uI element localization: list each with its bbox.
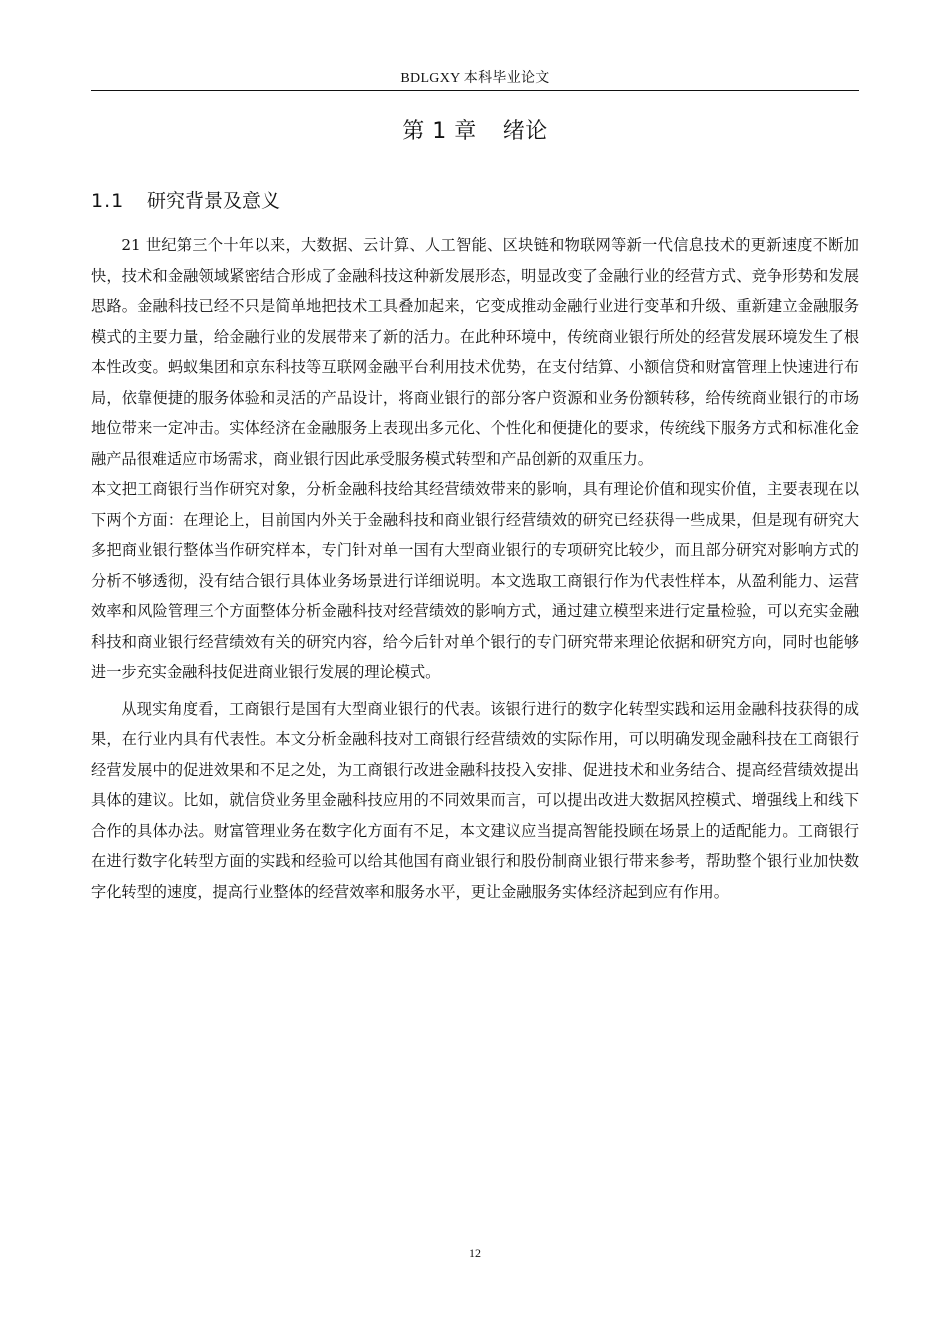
paragraph-theoretical-value: 本文把工商银行当作研究对象，分析金融科技给其经营绩效带来的影响，具有理论价值和现实价值，主要表现在以下两个方面：在理论上，目前国内外关于金融科技和商业银行经营绩效的研究已经获得一些成果，但是现有研究大多把商业银行整体当作研究样本，专门针对单一国有大型商业银行的专项研究比较少，而且部分研究对影响方式的分析不够透彻，没有结合银行具体业务场景进行详细说明。本文选取工商银行作为代表性样本，从盈利能力、运营效率和风险管理三个方面整体分析金融科技对经营绩效的影响方式，通过建立模型来进行定量检验，可以充实金融科技和商业银行经营绩效有关的研究内容，给今后针对单个银行的专门研究带来理论依据和研究方向，同时也能够进一步充实金融科技促进商业银行发展的理论模式。 <box>91 480 859 681</box>
body-text <box>91 230 859 907</box>
chapter-number: 第 1 章 <box>402 119 477 144</box>
paragraph-practical-value: 从现实角度看，工商银行是国有大型商业银行的代表。该银行进行的数字化转型实践和运用金融科技获得的成果，在行业内具有代表性。本文分析金融科技对工商银行经营绩效的实际作用，可以明确发现金融科技在工商银行经营发展中的促进效果和不足之处，为工商银行改进金融科技投入安排、促进技术和业务结合、提高经营绩效提出具体的建议。比如，就信贷业务里金融科技应用的不同效果而言，可以提出改进大数据风控模式、增强线上和线下合作的具体办法。财富管理业务在数字化方面有不足，本文建议应当提高智能投顾在场景上的适配能力。工商银行在进行数字化转型方面的实践和经验可以给其他国有商业银行和股份制商业银行带来参考，帮助整个银行业加快数字化转型的速度，提高行业整体的经营效率和服务水平，更让金融服务实体经济起到应有作用。 <box>91 699 859 901</box>
section-title: 研究背景及意义 <box>147 190 281 212</box>
chapter-title <box>91 117 859 147</box>
running-header: BDLGXY 本科毕业论文 <box>400 71 550 86</box>
page-number: 12 <box>469 1246 481 1260</box>
paragraph-background: 21 世纪第三个十年以来，大数据、云计算、人工智能、区块链和物联网等新一代信息技术的更新速度不断加快，技术和金融领域紧密结合形成了金融科技这种新发展形态，明显改变了金融行业的经营方式、竞争形势和发展思路。金融科技已经不只是简单地把技术工具叠加起来，它变成推动金融行业进行变革和升级、重新建立金融服务模式的主要力量，给金融行业的发展带来了新的活力。在此种环境中，传统商业银行所处的经营发展环境发生了根本性改变。蚂蚁集团和京东科技等互联网金融平台利用技术优势，在支付结算、小额信贷和财富管理上快速进行布局，依靠便捷的服务体验和灵活的产品设计，将商业银行的部分客户资源和业务份额转移，给传统商业银行的市场地位带来一定冲击。实体经济在金融服务上表现出多元化、个性化和便捷化的要求，传统线下服务方式和标准化金融产品很难适应市场需求，商业银行因此承受服务模式转型和产品创新的双重压力。 <box>91 236 859 468</box>
section-number: 1.1 <box>91 190 125 212</box>
header-rule <box>91 90 859 91</box>
section-heading <box>91 188 280 214</box>
chapter-name: 绪论 <box>502 119 548 144</box>
